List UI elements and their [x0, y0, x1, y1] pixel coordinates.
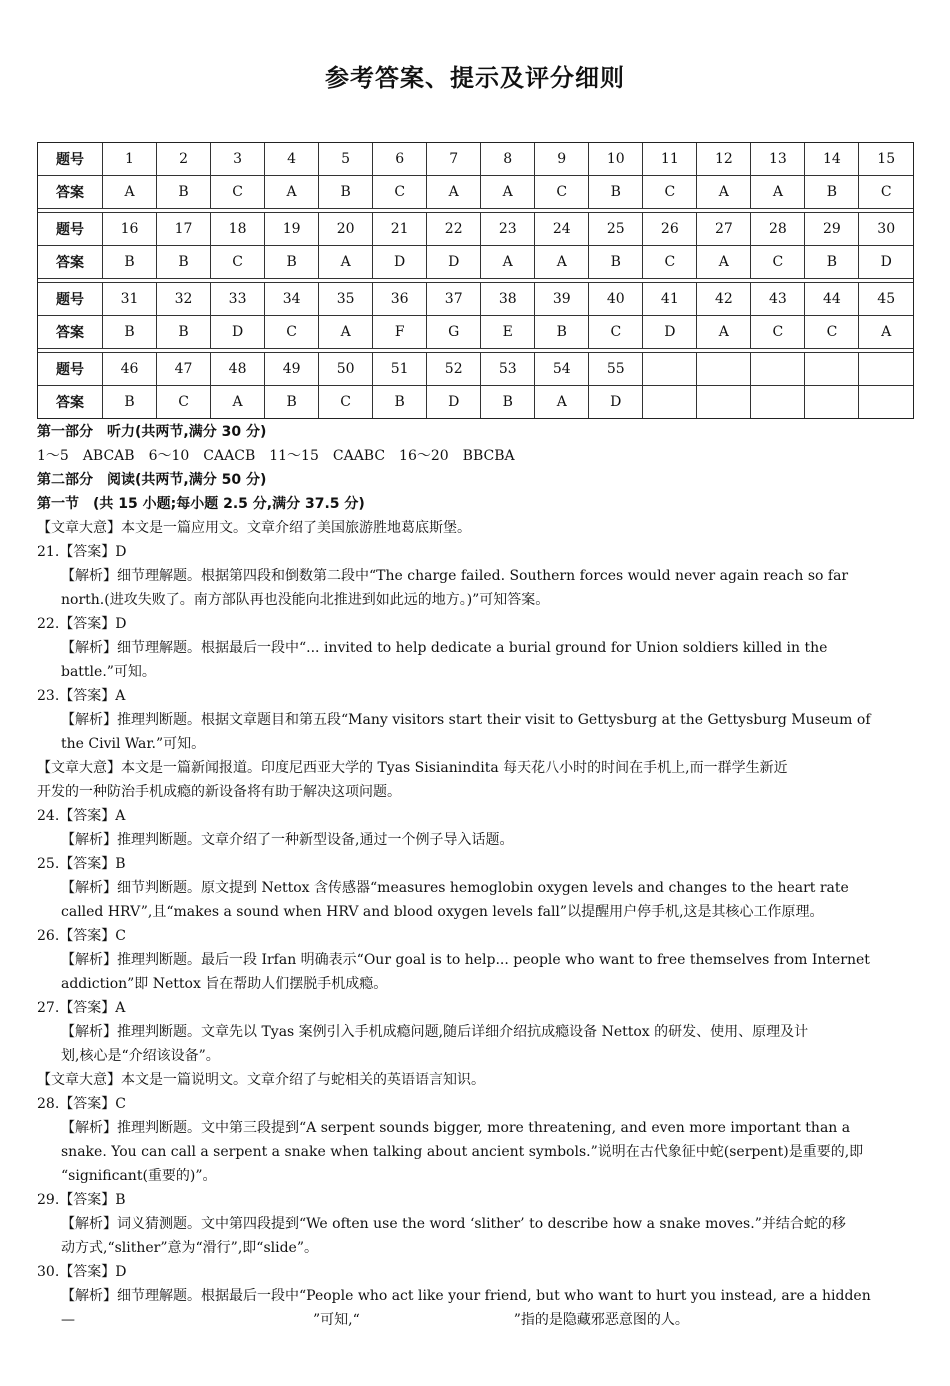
text-line: 28.【答案】C	[37, 1096, 126, 1112]
text-line: — ”可知,“ ”指的是隐藏邪恶意图的人。	[61, 1312, 689, 1328]
text-line: 25.【答案】B	[37, 856, 126, 872]
answer-row	[38, 176, 913, 209]
text-line: 【解析】推理判断题。文章介绍了一种新型设备,通过一个例子导入话题。	[61, 832, 514, 848]
answer-cell: B	[103, 246, 157, 279]
answer-cell: D	[427, 246, 481, 279]
answer-table-block	[38, 353, 913, 418]
question-number-cell: 14	[805, 143, 859, 176]
question-number-cell: 46	[103, 353, 157, 386]
answer-cell: A	[211, 386, 265, 419]
answer-cell: C	[589, 316, 643, 349]
question-number-cell: 28	[751, 213, 805, 246]
question-number-cell: 23	[481, 213, 535, 246]
row-label: 题号	[38, 283, 103, 316]
answer-cell: C	[805, 316, 859, 349]
text-line: 第二部分 阅读(共两节,满分 50 分)	[37, 472, 267, 488]
answer-cell: C	[157, 386, 211, 419]
text-line: “significant(重要的)”。	[61, 1168, 217, 1184]
question-number-cell: 27	[697, 213, 751, 246]
answer-explanations	[37, 420, 915, 1332]
question-number-cell: 5	[319, 143, 373, 176]
answer-cell: C	[265, 316, 319, 349]
answer-cell: C	[859, 176, 913, 209]
text-line: addiction”即 Nettox 旨在帮助人们摆脱手机成瘾。	[61, 976, 388, 992]
answer-cell	[859, 386, 913, 419]
answer-cell: D	[373, 246, 427, 279]
question-number-cell	[697, 353, 751, 386]
question-number-cell: 10	[589, 143, 643, 176]
text-line: 【解析】细节理解题。根据最后一段中“... invited to help dedicate a burial ground for Union soldiers killed in the	[61, 640, 828, 656]
row-label: 答案	[38, 176, 103, 209]
question-number-row	[38, 283, 913, 316]
text-line: 第一部分 听力(共两节,满分 30 分)	[37, 424, 267, 440]
question-number-cell: 54	[535, 353, 589, 386]
question-number-cell	[751, 353, 805, 386]
answer-table	[37, 142, 914, 419]
question-number-cell: 40	[589, 283, 643, 316]
answer-cell: C	[211, 246, 265, 279]
answer-cell: B	[589, 246, 643, 279]
question-number-cell: 12	[697, 143, 751, 176]
answer-cell: C	[643, 176, 697, 209]
question-number-cell: 38	[481, 283, 535, 316]
text-line: 【解析】推理判断题。文中第三段提到“A serpent sounds bigger, more threatening, and even more important than a	[61, 1120, 851, 1136]
question-number-cell: 7	[427, 143, 481, 176]
answer-cell: A	[481, 246, 535, 279]
answer-table-block	[38, 143, 913, 208]
answer-cell: D	[859, 246, 913, 279]
page-title: 参考答案、提示及评分细则	[325, 64, 625, 92]
text-line: 划,核心是“介绍该设备”。	[61, 1048, 220, 1064]
text-line: 21.【答案】D	[37, 544, 127, 560]
text-line: 第一节 (共 15 小题;每小题 2.5 分,满分 37.5 分)	[37, 496, 365, 512]
answer-cell: B	[373, 386, 427, 419]
question-number-cell: 30	[859, 213, 913, 246]
question-number-cell: 20	[319, 213, 373, 246]
question-number-cell: 49	[265, 353, 319, 386]
answer-row	[38, 246, 913, 279]
row-label: 答案	[38, 386, 103, 419]
answer-cell: C	[751, 316, 805, 349]
row-label: 题号	[38, 213, 103, 246]
text-line: 【解析】细节理解题。根据第四段和倒数第二段中“The charge failed. Southern forces would never again reach so far	[61, 568, 849, 584]
question-number-cell: 43	[751, 283, 805, 316]
question-number-row	[38, 213, 913, 246]
question-number-cell: 45	[859, 283, 913, 316]
answer-cell: C	[319, 386, 373, 419]
text-line: 【文章大意】本文是一篇新闻报道。印度尼西亚大学的 Tyas Sisianindita 每天花八小时的时间在手机上,而一群学生新近	[37, 760, 788, 776]
question-number-cell: 9	[535, 143, 589, 176]
text-line: 【解析】推理判断题。文章先以 Tyas 案例引入手机成瘾问题,随后详细介绍抗成瘾设备 Nettox 的研发、使用、原理及计	[61, 1024, 809, 1040]
text-line: battle.”可知。	[61, 664, 156, 680]
answer-cell	[643, 386, 697, 419]
text-line: 23.【答案】A	[37, 688, 126, 704]
question-number-cell: 32	[157, 283, 211, 316]
answer-row	[38, 386, 913, 419]
question-number-row	[38, 353, 913, 386]
question-number-cell: 42	[697, 283, 751, 316]
question-number-cell: 39	[535, 283, 589, 316]
answer-cell: C	[535, 176, 589, 209]
text-line: 【解析】推理判断题。最后一段 Irfan 明确表示“Our goal is to help... people who want to free themselves from Internet	[61, 952, 870, 968]
answer-cell: B	[103, 316, 157, 349]
text-line: 22.【答案】D	[37, 616, 127, 632]
row-label: 题号	[38, 353, 103, 386]
answer-table-block	[38, 213, 913, 278]
question-number-cell: 53	[481, 353, 535, 386]
answer-cell: C	[373, 176, 427, 209]
question-number-cell: 1	[103, 143, 157, 176]
answer-cell: F	[373, 316, 427, 349]
answer-cell: B	[157, 176, 211, 209]
answer-cell: A	[535, 386, 589, 419]
text-line: 【文章大意】本文是一篇说明文。文章介绍了与蛇相关的英语语言知识。	[37, 1072, 485, 1088]
text-line: 27.【答案】A	[37, 1000, 126, 1016]
question-number-cell: 3	[211, 143, 265, 176]
question-number-cell: 17	[157, 213, 211, 246]
question-number-cell: 11	[643, 143, 697, 176]
question-number-cell: 52	[427, 353, 481, 386]
question-number-cell: 34	[265, 283, 319, 316]
question-number-cell: 55	[589, 353, 643, 386]
question-number-cell: 35	[319, 283, 373, 316]
answer-cell: A	[427, 176, 481, 209]
question-number-cell	[805, 353, 859, 386]
answer-cell: C	[211, 176, 265, 209]
text-line: 【解析】推理判断题。根据文章题目和第五段“Many visitors start their visit to Gettysburg at the Gettysburg Museum of	[61, 712, 871, 728]
answer-cell: B	[805, 176, 859, 209]
question-number-cell: 47	[157, 353, 211, 386]
question-number-cell: 22	[427, 213, 481, 246]
question-number-cell: 21	[373, 213, 427, 246]
question-number-cell: 50	[319, 353, 373, 386]
answer-cell: B	[805, 246, 859, 279]
text-line: 动方式,“slither”意为“滑行”,即“slide”。	[61, 1240, 318, 1256]
answer-cell: B	[157, 246, 211, 279]
answer-cell: B	[319, 176, 373, 209]
question-number-cell: 6	[373, 143, 427, 176]
answer-cell: D	[211, 316, 265, 349]
answer-cell: B	[265, 246, 319, 279]
question-number-cell: 25	[589, 213, 643, 246]
row-label: 答案	[38, 246, 103, 279]
text-line: north.(进攻失败了。南方部队再也没能向北推进到如此远的地方。)”可知答案。	[61, 592, 550, 608]
text-line: snake. You can call a serpent a snake when talking about ancient symbols.”说明在古代象征中蛇(serpent)是重要的,即	[61, 1144, 864, 1160]
question-number-cell: 37	[427, 283, 481, 316]
row-label: 题号	[38, 143, 103, 176]
row-label: 答案	[38, 316, 103, 349]
question-number-cell: 29	[805, 213, 859, 246]
answer-cell: D	[427, 386, 481, 419]
answer-cell: A	[697, 246, 751, 279]
question-number-cell: 16	[103, 213, 157, 246]
question-number-cell	[643, 353, 697, 386]
question-number-cell: 36	[373, 283, 427, 316]
answer-cell: A	[697, 176, 751, 209]
question-number-cell: 19	[265, 213, 319, 246]
text-line: 24.【答案】A	[37, 808, 126, 824]
question-number-cell: 48	[211, 353, 265, 386]
answer-table-block	[38, 283, 913, 348]
question-number-cell: 4	[265, 143, 319, 176]
text-line: 1～5 ABCAB 6～10 CAACB 11～15 CAABC 16～20 BBCBA	[37, 448, 515, 464]
answer-cell: B	[535, 316, 589, 349]
answer-cell: B	[265, 386, 319, 419]
answer-cell	[751, 386, 805, 419]
question-number-cell	[859, 353, 913, 386]
question-number-cell: 2	[157, 143, 211, 176]
question-number-cell: 41	[643, 283, 697, 316]
text-line: called HRV”,且“makes a sound when HRV and blood oxygen levels fall”以提醒用户停手机,这是其核心工作原理。	[61, 904, 824, 920]
text-line: 26.【答案】C	[37, 928, 126, 944]
text-line: 29.【答案】B	[37, 1192, 126, 1208]
answer-cell: A	[751, 176, 805, 209]
question-number-cell: 33	[211, 283, 265, 316]
answer-cell: D	[589, 386, 643, 419]
text-line: 【解析】词义猜测题。文中第四段提到“We often use the word ‘slither’ to describe how a snake moves.”并结合蛇的移	[61, 1216, 846, 1232]
answer-cell: A	[265, 176, 319, 209]
answer-cell: A	[535, 246, 589, 279]
answer-row	[38, 316, 913, 349]
text-line: 【文章大意】本文是一篇应用文。文章介绍了美国旅游胜地葛底斯堡。	[37, 520, 471, 536]
answer-cell: B	[103, 386, 157, 419]
answer-cell: B	[157, 316, 211, 349]
answer-cell: A	[103, 176, 157, 209]
answer-cell: B	[481, 386, 535, 419]
answer-cell: C	[751, 246, 805, 279]
text-line: 30.【答案】D	[37, 1264, 127, 1280]
answer-cell: A	[697, 316, 751, 349]
answer-cell: B	[589, 176, 643, 209]
answer-cell: C	[643, 246, 697, 279]
text-line: 开发的一种防治手机成瘾的新设备将有助于解决这项问题。	[37, 784, 401, 800]
question-number-cell: 51	[373, 353, 427, 386]
answer-cell: A	[319, 316, 373, 349]
question-number-cell: 26	[643, 213, 697, 246]
question-number-cell: 15	[859, 143, 913, 176]
answer-cell	[805, 386, 859, 419]
answer-cell: A	[481, 176, 535, 209]
answer-cell: G	[427, 316, 481, 349]
question-number-cell: 31	[103, 283, 157, 316]
question-number-cell: 8	[481, 143, 535, 176]
text-line: 【解析】细节理解题。根据最后一段中“People who act like your friend, but who want to hurt you instead, are a hidden	[61, 1288, 871, 1304]
text-line: 【解析】细节判断题。原文提到 Nettox 含传感器“measures hemoglobin oxygen levels and changes to the heart rate	[61, 880, 849, 896]
question-number-cell: 44	[805, 283, 859, 316]
question-number-row	[38, 143, 913, 176]
question-number-cell: 13	[751, 143, 805, 176]
answer-cell: E	[481, 316, 535, 349]
answer-cell: A	[859, 316, 913, 349]
answer-cell: D	[643, 316, 697, 349]
text-line: the Civil War.”可知。	[61, 736, 206, 752]
answer-cell	[697, 386, 751, 419]
answer-cell: A	[319, 246, 373, 279]
question-number-cell: 24	[535, 213, 589, 246]
question-number-cell: 18	[211, 213, 265, 246]
